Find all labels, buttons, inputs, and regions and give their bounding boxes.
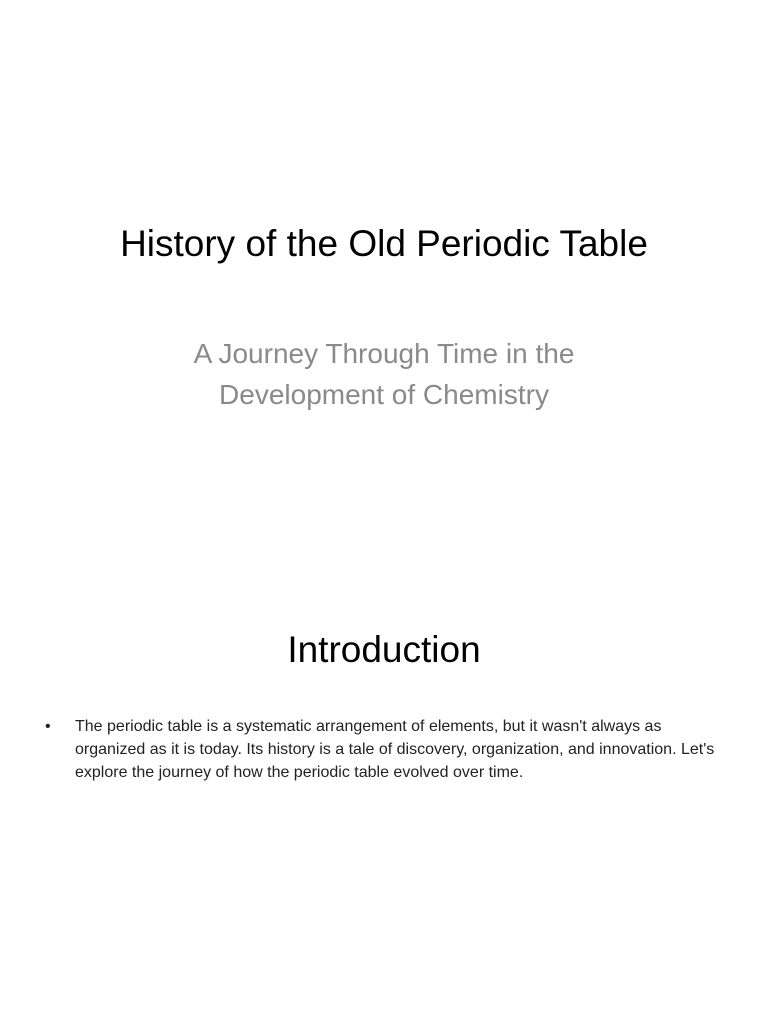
bullet-list — [40, 715, 730, 784]
slide-subtitle: A Journey Through Time in the Development of Chemistry — [193, 338, 575, 410]
introduction-slide — [0, 512, 768, 1024]
list-item — [40, 715, 730, 784]
bullet-icon: • — [45, 718, 51, 735]
slide-title: History of the Old Periodic Table — [120, 223, 648, 264]
bullet-text: The periodic table is a systematic arrangement of elements, but it wasn't always as organized as it is today. Its history is a tale of discovery, organization, and innovation. Let's explore the journey of how the periodic table evolved over time. — [75, 718, 715, 781]
slide-title: Introduction — [287, 629, 481, 670]
